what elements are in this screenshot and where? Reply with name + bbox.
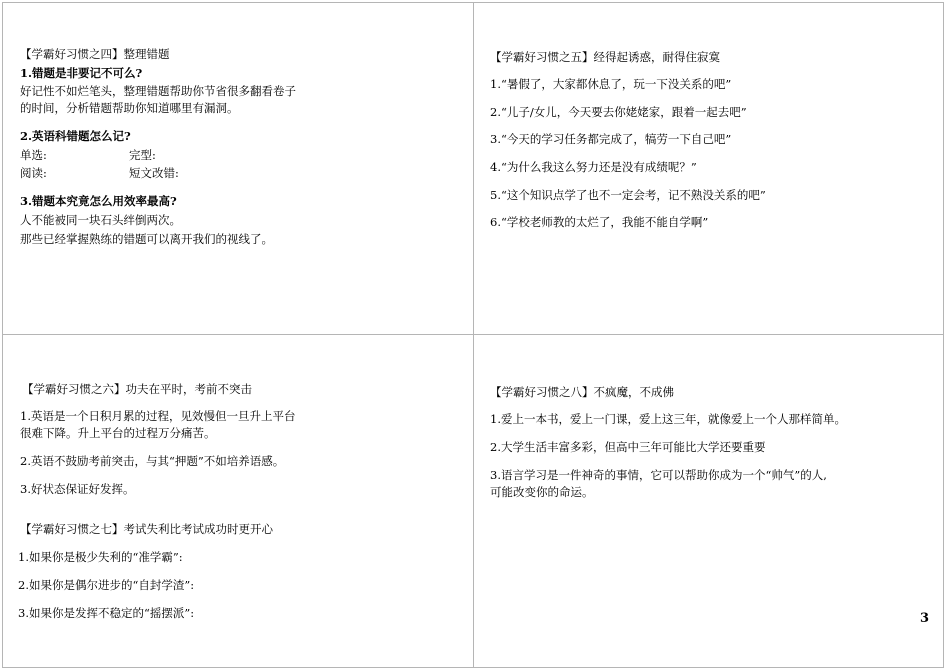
habit-7-title: 【学霸好习惯之七】考试失利比考试成功时更开心 [20,522,273,536]
habit-4-q1-text-1: 好记性不如烂笔头，整理错题帮助你节省很多翻看卷子 [20,84,296,98]
habit-4-q3-text-2: 那些已经掌握熟练的错题可以离开我们的视线了。 [20,232,273,246]
habit-7-item-1: 1.如果你是极少失利的“准学霸”: [18,550,183,564]
habit-4-q1-text-2: 的时间，分析错题帮助你知道哪里有漏洞。 [20,101,239,115]
habit-4-reading: 阅读: [20,166,47,180]
habit-5-item: 6.“学校老师教的太烂了，我能不能自学啊” [490,215,709,229]
habit-4-title: 【学霸好习惯之四】整理错题 [20,47,170,61]
panel-habit-6-7 [20,382,460,632]
habit-8-item-1: 1.爱上一本书，爱上一门课，爱上这三年，就像爱上一个人那样简单。 [490,412,846,426]
habit-5-item: 5.“这个知识点学了也不一定会考，记不熟没关系的吧” [490,188,766,202]
habit-7-item-3: 3.如果你是发挥不稳定的“摇摆派”: [18,606,195,620]
panel-habit-5 [490,50,930,250]
habit-6-item-1-line-2: 很难下降。升上平台的过程万分痛苦。 [20,426,216,440]
habit-8-item-3-line-2: 可能改变你的命运。 [490,485,594,499]
habit-4-q3: 3.错题本究竟怎么用效率最高? [20,194,177,208]
habit-8-title: 【学霸好习惯之八】不疯魔，不成佛 [490,385,674,399]
habit-4-q1: 1.错题是非要记不可么? [20,66,143,80]
horizontal-divider [2,334,944,335]
habit-6-item-3: 3.好状态保证好发挥。 [20,482,135,496]
habit-5-title: 【学霸好习惯之五】经得起诱惑，耐得住寂寞 [490,50,720,64]
panel-habit-4 [20,47,460,307]
habit-8-item-3-line-1: 3.语言学习是一件神奇的事情，它可以帮助你成为一个“帅气”的人, [490,468,827,482]
habit-5-item: 1.“暑假了，大家都休息了，玩一下没关系的吧” [490,77,732,91]
habit-4-single-choice: 单选: [20,148,47,162]
habit-5-item: 3.“今天的学习任务都完成了，犒劳一下自己吧” [490,132,732,146]
habit-6-item-2: 2.英语不鼓励考前突击，与其“押题”不如培养语感。 [20,454,285,468]
habit-8-item-2: 2.大学生活丰富多彩，但高中三年可能比大学还要重要 [490,440,766,454]
habit-6-item-1-line-1: 1.英语是一个日积月累的过程，见效慢但一旦升上平台 [20,409,296,423]
panel-habit-8 [490,385,930,535]
page-number: 3 [920,611,930,626]
habit-4-cloze: 完型: [129,148,156,162]
habit-4-q2: 2.英语科错题怎么记? [20,129,131,143]
habit-6-title: 【学霸好习惯之六】功夫在平时，考前不突击 [22,382,252,396]
habit-5-item: 4.“为什么我这么努力还是没有成绩呢？” [490,160,697,174]
habit-5-item: 2.“儿子/女儿，今天要去你姥姥家，跟着一起去吧” [490,105,747,119]
habit-4-correction: 短文改错: [129,166,179,180]
habit-4-q3-text-1: 人不能被同一块石头绊倒两次。 [20,213,181,227]
vertical-divider [473,2,474,668]
habit-7-item-2: 2.如果你是偶尔进步的“自封学渣”: [18,578,195,592]
